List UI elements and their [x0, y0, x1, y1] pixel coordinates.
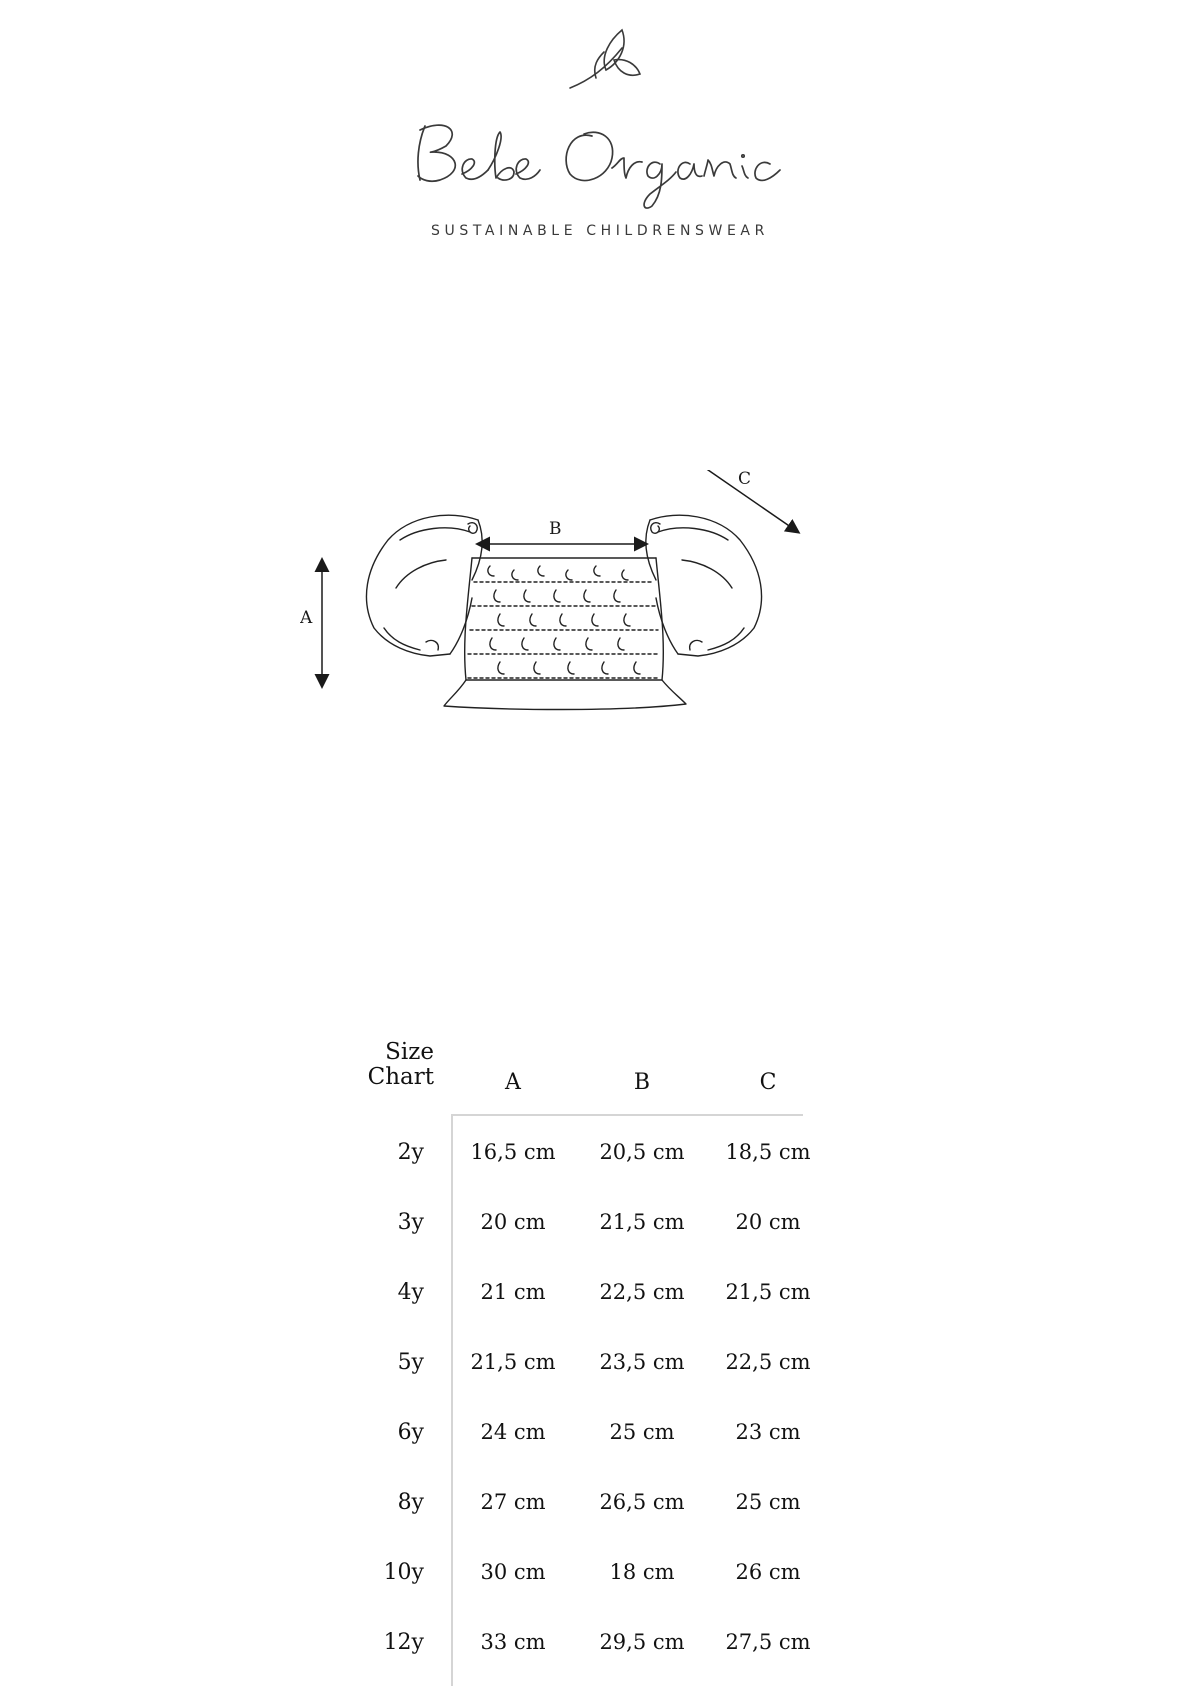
size-label: 2y: [397, 1140, 424, 1165]
leaf-sprig-icon: [570, 30, 640, 88]
column-header-a: A: [505, 1070, 521, 1095]
table-row: [330, 1490, 870, 1530]
value-c: 20 cm: [735, 1210, 801, 1234]
value-c: 26 cm: [735, 1560, 801, 1584]
size-chart-title: [330, 1040, 434, 1090]
value-b: 20,5 cm: [599, 1140, 685, 1164]
brand-tagline: SUSTAINABLE CHILDRENSWEAR: [431, 223, 769, 239]
value-c: 27,5 cm: [725, 1630, 811, 1654]
value-c: 23 cm: [735, 1420, 801, 1444]
value-b: 18 cm: [609, 1560, 675, 1584]
value-a: 33 cm: [480, 1630, 546, 1654]
value-a: 30 cm: [480, 1560, 546, 1584]
value-c: 22,5 cm: [725, 1350, 811, 1374]
table-row: [330, 1630, 870, 1670]
brand-logo: [0, 18, 1196, 238]
size-column-divider: [451, 1114, 453, 1686]
value-a: 20 cm: [480, 1210, 546, 1234]
label-c: C: [738, 470, 752, 489]
value-b: 25 cm: [609, 1420, 675, 1444]
table-row: [330, 1350, 870, 1390]
value-b: 21,5 cm: [599, 1210, 685, 1234]
value-b: 29,5 cm: [599, 1630, 685, 1654]
value-b: 23,5 cm: [599, 1350, 685, 1374]
label-a: A: [300, 608, 313, 628]
column-header-c: C: [759, 1070, 777, 1095]
size-chart-title-line2: Chart: [367, 1064, 434, 1090]
size-label: 10y: [383, 1560, 424, 1585]
value-a: 16,5 cm: [470, 1140, 556, 1164]
table-row: [330, 1210, 870, 1250]
size-label: 3y: [397, 1210, 424, 1235]
value-c: 18,5 cm: [725, 1140, 811, 1164]
size-label: 4y: [397, 1280, 424, 1305]
value-b: 22,5 cm: [599, 1280, 685, 1304]
size-chart-title-line1: Size: [385, 1039, 434, 1065]
brand-logo-mark: [0, 18, 1196, 218]
garment-drawing: [300, 470, 900, 790]
table-row: [330, 1140, 870, 1180]
table-row: [330, 1280, 870, 1320]
value-a: 21,5 cm: [470, 1350, 556, 1374]
size-label: 6y: [397, 1420, 424, 1445]
value-b: 26,5 cm: [599, 1490, 685, 1514]
label-b: B: [549, 519, 562, 539]
table-row: [330, 1420, 870, 1460]
brand-wordmark: [418, 125, 780, 208]
value-c: 25 cm: [735, 1490, 801, 1514]
size-label: 8y: [397, 1490, 424, 1515]
value-c: 21,5 cm: [725, 1280, 811, 1304]
smocked-bodice: [444, 558, 686, 710]
size-label: 12y: [383, 1630, 424, 1655]
size-chart-table: [330, 1030, 870, 1690]
value-a: 21 cm: [480, 1280, 546, 1304]
column-header-b: B: [633, 1070, 651, 1095]
value-a: 27 cm: [480, 1490, 546, 1514]
garment-illustration: [300, 470, 900, 790]
header-divider: [451, 1114, 803, 1116]
size-label: 5y: [397, 1350, 424, 1375]
table-row: [330, 1560, 870, 1600]
value-a: 24 cm: [480, 1420, 546, 1444]
